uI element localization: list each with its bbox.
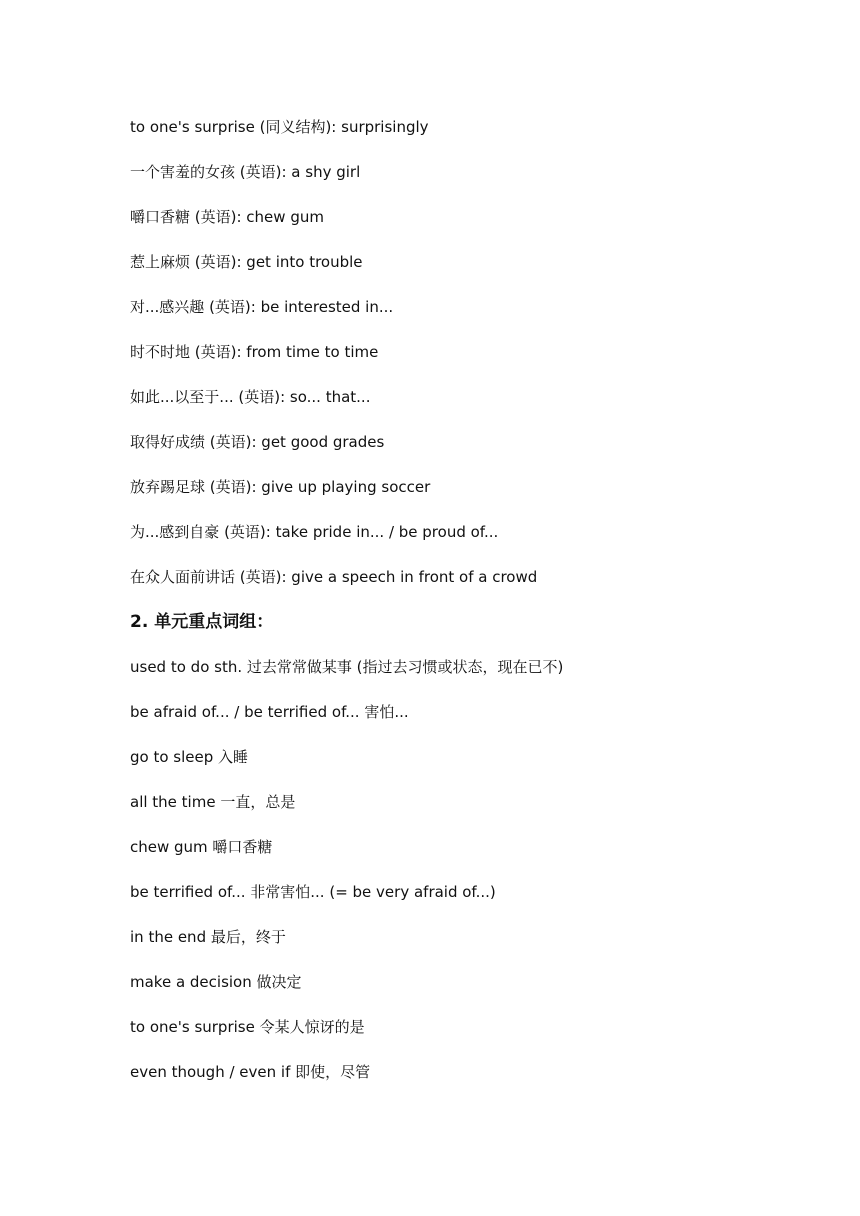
phrase-line: all the time 一直，总是: [130, 793, 296, 811]
phrase-line: chew gum 嚼口香糖: [130, 838, 273, 856]
phrase-line: 在众人面前讲话 (英语): give a speech in front of a crowd: [130, 568, 538, 586]
phrase-line: 惹上麻烦 (英语): get into trouble: [130, 253, 363, 271]
phrase-line: 对...感兴趣 (英语): be interested in...: [130, 298, 394, 316]
phrase-line: 放弃踢足球 (英语): give up playing soccer: [130, 478, 431, 496]
phrase-line: 为...感到自豪 (英语): take pride in... / be proud of...: [130, 523, 499, 541]
phrase-line: 如此...以至于... (英语): so... that...: [130, 388, 371, 406]
phrase-line: used to do sth. 过去常常做某事 (指过去习惯或状态，现在已不): [130, 658, 564, 676]
phrase-line: make a decision 做决定: [130, 973, 302, 991]
phrase-line: go to sleep 入睡: [130, 748, 249, 766]
phrase-line: in the end 最后，终于: [130, 928, 286, 946]
phrase-line: to one's surprise 令某人惊讶的是: [130, 1018, 365, 1036]
document-content: [130, 115, 810, 1105]
section-heading: 2. 单元重点词组：: [130, 612, 274, 632]
phrase-line: be terrified of... 非常害怕... (= be very afraid of...): [130, 883, 496, 901]
phrase-line: 一个害羞的女孩 (英语): a shy girl: [130, 163, 361, 181]
phrase-line: be afraid of... / be terrified of... 害怕...: [130, 703, 409, 721]
phrase-line: 嚼口香糖 (英语): chew gum: [130, 208, 324, 226]
phrase-line: to one's surprise (同义结构): surprisingly: [130, 118, 429, 136]
phrase-line: 取得好成绩 (英语): get good grades: [130, 433, 385, 451]
phrase-line: 时不时地 (英语): from time to time: [130, 343, 379, 361]
phrase-line: even though / even if 即使，尽管: [130, 1063, 371, 1081]
